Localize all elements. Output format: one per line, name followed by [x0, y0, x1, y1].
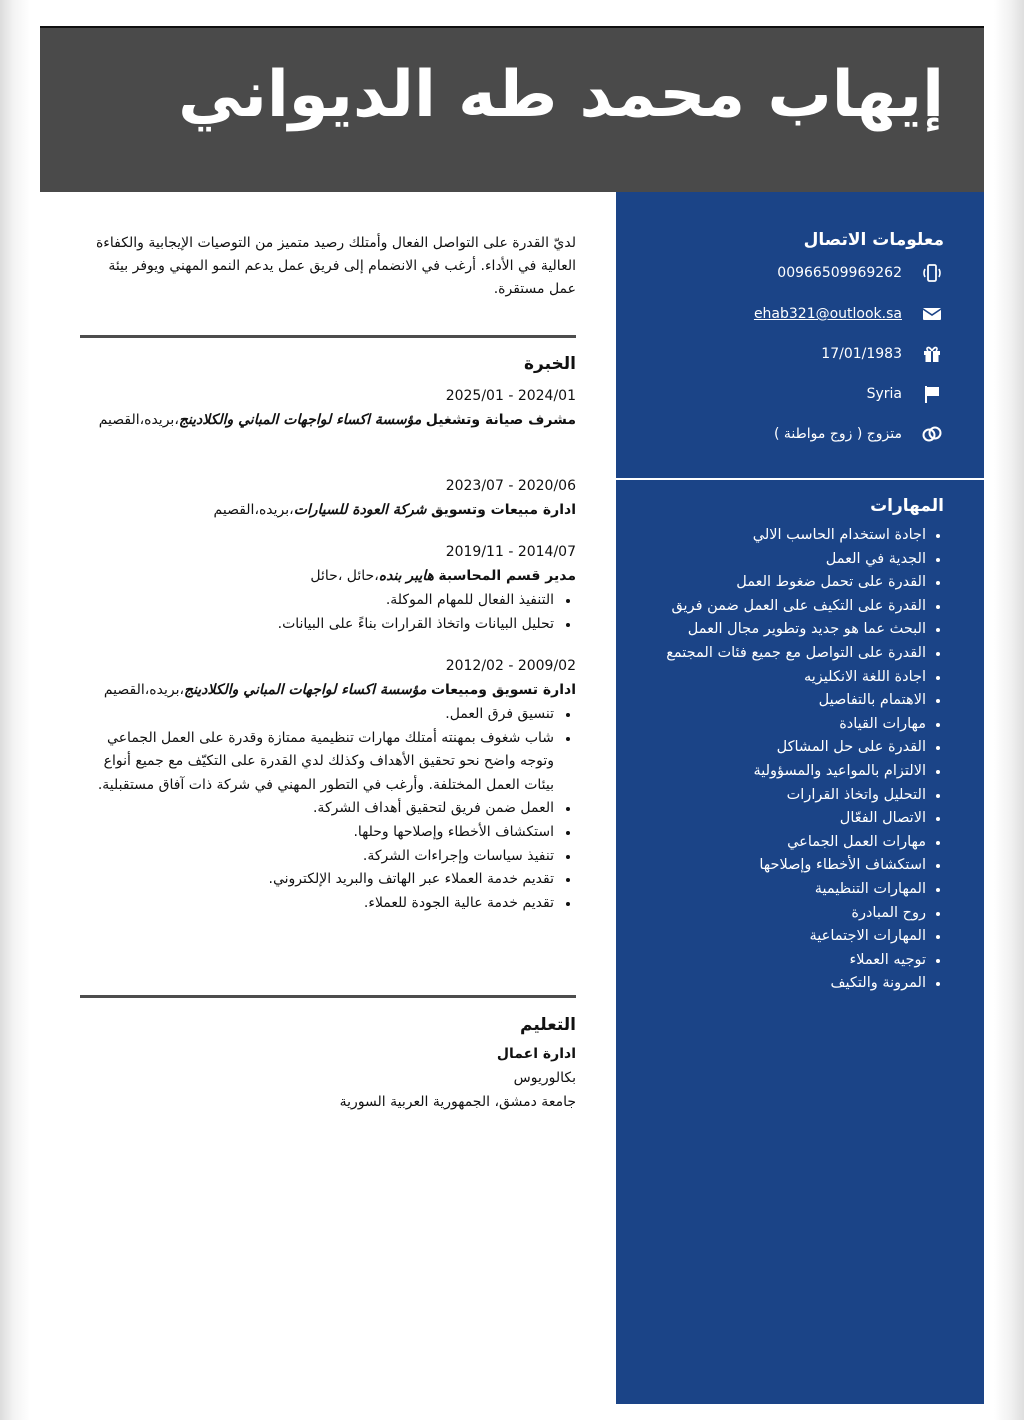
- job-company: مؤسسة اكساء لواجهات المباني والكلادينج: [178, 412, 422, 428]
- job-entry: [80, 654, 576, 915]
- list-item: شاب شغوف بمهنته أمتلك مهارات تنظيمية ممتازة وقدرة على العمل الجماعي وتوجه واضح نحو تحقيق الأهداف وكذلك لدي القدرة على التكيّف مع جميع أنواع بيئات العمل المختلفة. وأرغب في التطور المهني في شركة ذات آفاق مستقبلية.: [80, 727, 554, 798]
- list-item: القدرة على حل المشاكل: [656, 736, 926, 760]
- contact-marital-status: [644, 421, 944, 447]
- list-item: التنفيذ الفعال للمهام الموكلة.: [80, 589, 554, 613]
- list-item: الاهتمام بالتفاصيل: [656, 689, 926, 713]
- job-location: ،بريده،القصيم: [103, 682, 185, 698]
- list-item: تقديم خدمة العملاء عبر الهاتف والبريد الإلكتروني.: [80, 868, 554, 892]
- header-banner: [40, 26, 984, 192]
- job-entry: [80, 474, 576, 523]
- job-bullets: [80, 589, 576, 636]
- profile-summary: لديّ القدرة على التواصل الفعال وأمتلك رصيد متميز من التوصيات الإيجابية والكفاءة العالية في الأداء. أرغب في الانضمام إلى فريق عمل يدعم النمو المهني ويوفر بيئة عمل مستقرة.: [95, 235, 576, 297]
- list-item: مهارات القيادة: [656, 713, 926, 737]
- job-dates: 2014/07 - 2019/11: [445, 544, 576, 560]
- list-item: تنسيق فرق العمل.: [80, 703, 554, 727]
- list-item: المهارات التنظيمية: [656, 878, 926, 902]
- gift-icon: [920, 344, 944, 364]
- contact-phone: [644, 260, 944, 286]
- list-item: الجدية في العمل: [656, 548, 926, 572]
- marital-status-value: متزوج ( زوج مواطنة ): [773, 426, 902, 442]
- list-item: استكشاف الأخطاء وإصلاحها: [656, 854, 926, 878]
- list-item: توجيه العملاء: [656, 949, 926, 973]
- contact-birthdate: [644, 341, 944, 367]
- list-item: تنفيذ سياسات وإجراءات الشركة.: [80, 845, 554, 869]
- job-location: ،بريده،القصيم: [213, 502, 294, 518]
- list-item: المرونة والتكيف: [656, 972, 926, 996]
- phone-icon: [920, 263, 944, 283]
- job-company: هايبر بنده: [378, 568, 434, 584]
- job-role: مدير قسم المحاسبة: [438, 568, 576, 584]
- job-entry: [80, 384, 576, 433]
- skills-title: المهارات: [870, 496, 944, 516]
- job-dates: 2024/01 - 2025/01: [445, 388, 576, 404]
- list-item: اجادة استخدام الحاسب الالي: [656, 524, 926, 548]
- job-dates: 2020/06 - 2023/07: [445, 478, 576, 494]
- contact-nationality: [644, 381, 944, 407]
- list-item: تقديم خدمة عالية الجودة للعملاء.: [80, 892, 554, 916]
- list-item: التحليل واتخاذ القرارات: [656, 784, 926, 808]
- list-item: استكشاف الأخطاء وإصلاحها وحلها.: [80, 821, 554, 845]
- sidebar: [616, 192, 984, 1404]
- job-location: ،بريده،القصيم: [98, 412, 179, 428]
- list-item: المهارات الاجتماعية: [656, 925, 926, 949]
- job-role: ادارة تسويق ومبيعات: [430, 682, 576, 698]
- list-item: العمل ضمن فريق لتحقيق أهداف الشركة.: [80, 797, 554, 821]
- skills-list: [656, 524, 944, 996]
- nationality-value: Syria: [866, 386, 902, 402]
- email-link[interactable]: ehab321@outlook.sa: [753, 306, 902, 322]
- job-company: مؤسسة اكساء لواجهات المباني والكلادينج: [184, 682, 427, 698]
- job-title: [80, 498, 576, 523]
- job-title: [80, 678, 576, 703]
- education-level: بكالوريوس: [513, 1070, 576, 1086]
- list-item: القدرة على التواصل مع جميع فئات المجتمع: [656, 642, 926, 666]
- mail-icon: [920, 304, 944, 324]
- job-title: [80, 564, 576, 589]
- birthdate-value: 17/01/1983: [821, 346, 902, 362]
- list-item: روح المبادرة: [656, 902, 926, 926]
- list-item: الاتصال الفعّال: [656, 807, 926, 831]
- contact-email: [644, 301, 944, 327]
- job-title: [80, 408, 576, 433]
- contact-title: معلومات الاتصال: [803, 230, 944, 250]
- list-item: تحليل البيانات واتخاذ القرارات بناءً على البيانات.: [80, 613, 554, 637]
- job-role: ادارة مبيعات وتسويق: [430, 502, 576, 518]
- job-dates: 2009/02 - 2012/02: [445, 658, 576, 674]
- education-entry: [80, 1042, 576, 1114]
- candidate-name: إيهاب محمد طه الديواني: [178, 58, 944, 132]
- job-company: شركة العودة للسيارات: [293, 502, 427, 518]
- education-school: جامعة دمشق، الجمهورية العربية السورية: [339, 1094, 576, 1110]
- education-degree: ادارة اعمال: [496, 1046, 576, 1062]
- list-item: البحث عما هو جديد وتطوير مجال العمل: [656, 618, 926, 642]
- job-entry: [80, 540, 576, 636]
- education-title: التعليم: [520, 1015, 576, 1035]
- section-divider: [80, 335, 576, 338]
- job-location: ،حائل ،حائل: [310, 568, 379, 584]
- job-bullets: [80, 703, 576, 915]
- list-item: اجادة اللغة الانكليزيه: [656, 666, 926, 690]
- list-item: القدرة على تحمل ضغوط العمل: [656, 571, 926, 595]
- list-item: الالتزام بالمواعيد والمسؤولية: [656, 760, 926, 784]
- list-item: مهارات العمل الجماعي: [656, 831, 926, 855]
- rings-icon: [920, 424, 944, 444]
- sidebar-divider: [616, 478, 984, 480]
- main-column: [80, 192, 576, 1404]
- section-divider: [80, 995, 576, 998]
- phone-value: 00966509969262: [777, 265, 902, 281]
- list-item: القدرة على التكيف على العمل ضمن فريق: [656, 595, 926, 619]
- experience-title: الخبرة: [523, 354, 576, 374]
- job-role: مشرف صيانة وتشغيل: [425, 412, 576, 428]
- flag-icon: [920, 384, 944, 404]
